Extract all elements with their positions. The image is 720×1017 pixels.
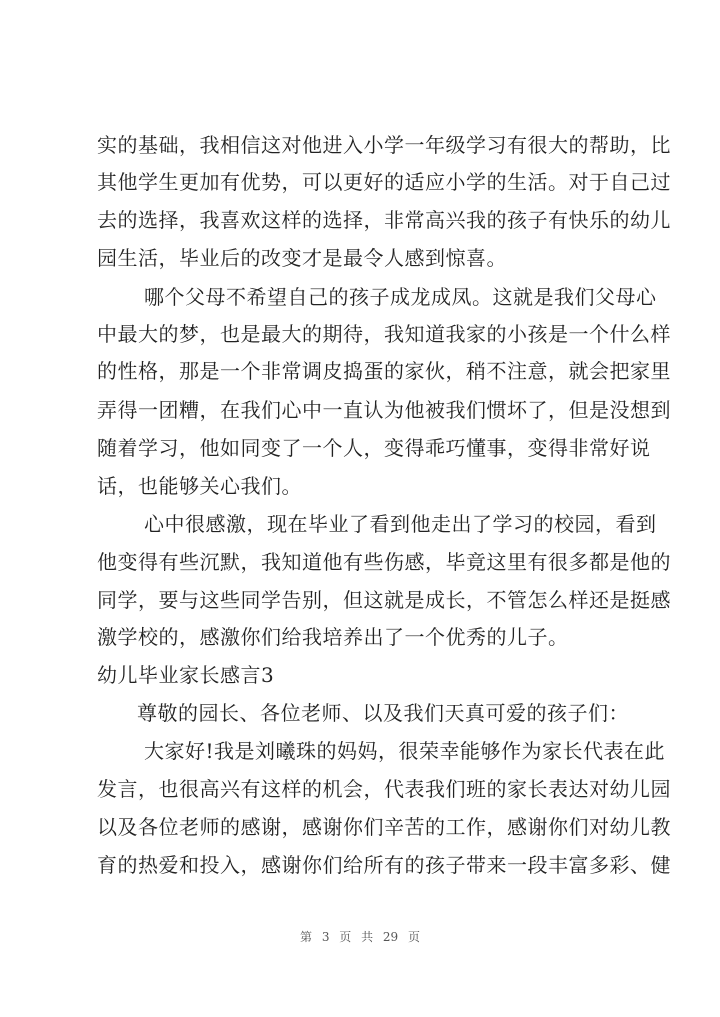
page-number-footer: 第 3 页 共 29 页 xyxy=(300,930,420,944)
text-line: 哪个父母不希望自己的孩子成龙成凤。这就是我们父母心 xyxy=(144,285,657,309)
text-line: 弄得一团糟，在我们心中一直认为他被我们惯坏了，但是没想到 xyxy=(97,398,671,422)
text-line: 实的基础，我相信这对他进入小学一年级学习有很大的帮助，比 xyxy=(97,133,671,157)
salutation: 尊敬的园长、各位老师、以及我们天真可爱的孩子们： xyxy=(137,701,629,725)
text-line: 同学，要与这些同学告别，但这就是成长，不管怎么样还是挺感 xyxy=(97,588,671,612)
text-line: 随着学习，他如同变了一个人，变得乖巧懂事，变得非常好说 xyxy=(97,436,651,460)
text-line: 以及各位老师的感谢，感谢你们辛苦的工作，感谢你们对幼儿教 xyxy=(97,815,671,839)
text-line: 激学校的，感激你们给我培养出了一个优秀的儿子。 xyxy=(97,625,569,649)
text-line: 大家好!我是刘曦珠的妈妈，很荣幸能够作为家长代表在此 xyxy=(144,739,666,763)
text-line: 其他学生更加有优势，可以更好的适应小学的生活。对于自己过 xyxy=(97,170,671,194)
text-line: 育的热爱和投入，感谢你们给所有的孩子带来一段丰富多彩、健 xyxy=(97,853,671,877)
text-line: 话，也能够关心我们。 xyxy=(97,474,302,498)
text-line: 他变得有些沉默，我知道他有些伤感，毕竟这里有很多都是他的 xyxy=(97,550,671,574)
text-line: 去的选择，我喜欢这样的选择，非常高兴我的孩子有快乐的幼儿 xyxy=(97,208,671,232)
text-line: 中最大的梦，也是最大的期待，我知道我家的小孩是一个什么样 xyxy=(97,322,671,346)
text-line: 发言，也很高兴有这样的机会，代表我们班的家长表达对幼儿园 xyxy=(97,777,671,801)
section-heading: 幼儿毕业家长感言3 xyxy=(97,663,275,687)
text-line: 心中很感激，现在毕业了看到他走出了学习的校园，看到 xyxy=(144,512,657,536)
text-line: 园生活，毕业后的改变才是最令人感到惊喜。 xyxy=(97,246,507,270)
text-line: 的性格，那是一个非常调皮捣蛋的家伙，稍不注意，就会把家里 xyxy=(97,359,671,383)
